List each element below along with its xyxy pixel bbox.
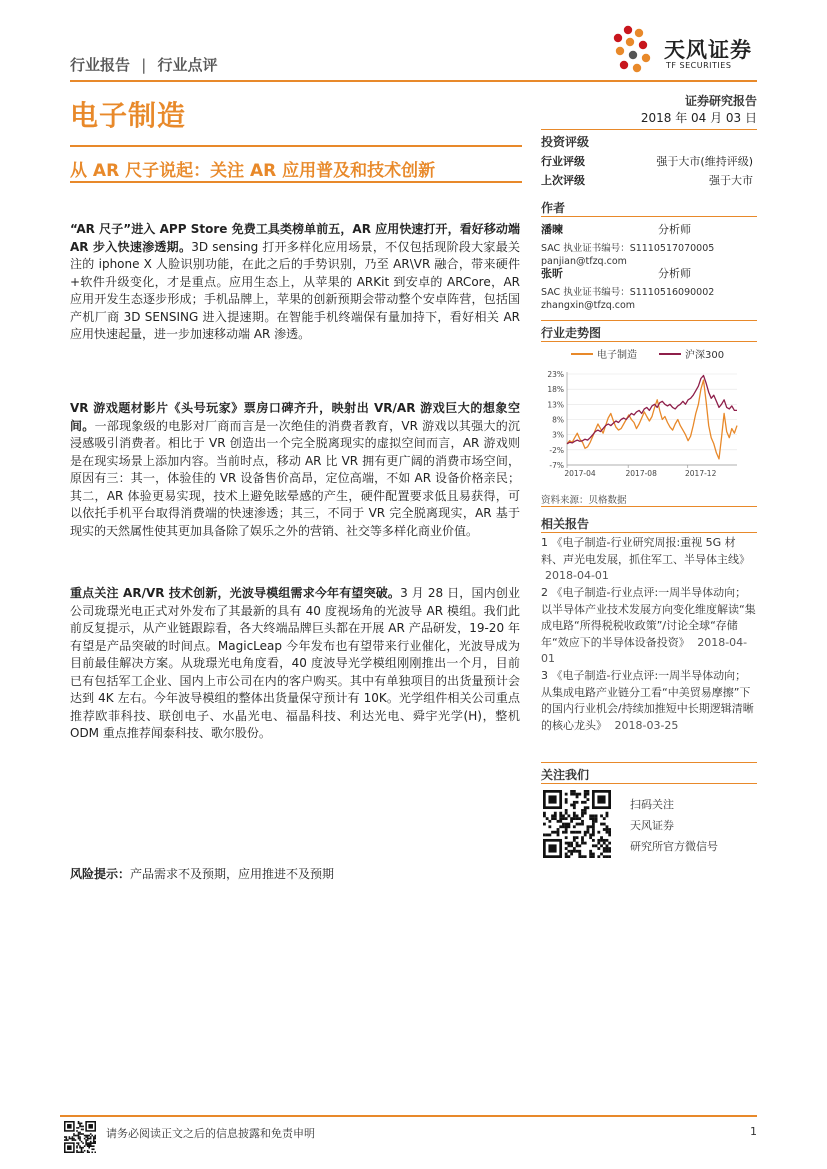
author-name: 潘暕 xyxy=(541,223,563,236)
follow-line: 扫码关注 xyxy=(630,798,674,811)
x-tick-label: 2017-08 xyxy=(625,469,657,478)
footer-rule xyxy=(60,1115,757,1117)
y-tick-label: 13% xyxy=(547,400,564,410)
rating-row xyxy=(541,172,753,188)
related-report-title: 1 《电子制造-行业研究周报:重视 5G 材料、声光电发展，抓住军工、半导体主线》 xyxy=(541,536,750,566)
y-tick-label: 8% xyxy=(552,415,564,425)
related-report-date: 2018-04-01 xyxy=(545,569,609,582)
rating-rule xyxy=(541,129,757,130)
paragraph-lead: “AR 尺子”进入 APP Store 免费工具类榜单前五，AR 应用快速打开，看好移动端 AR 步入快速渗透期。 xyxy=(70,222,520,254)
authors-rule xyxy=(541,216,757,217)
author-email[interactable]: zhangxin@tfzq.com xyxy=(541,300,636,311)
author-block xyxy=(541,221,757,267)
logo-mark-icon xyxy=(610,24,660,76)
related-report-date: 2018-03-25 xyxy=(614,718,679,732)
legend-label: 电子制造 xyxy=(597,350,637,361)
follow-rule-top xyxy=(541,762,757,763)
report-category xyxy=(70,54,218,75)
brand-logo xyxy=(610,24,760,78)
related-report-item[interactable] xyxy=(541,668,757,734)
paragraph-text: 3D sensing 打开多样化应用场景，不仅包括现阶段大家最关注的 iphone X 人脸识别功能，在此之后的手势识别，乃至 AR\VR 融合，带来硬件+软件升级变化，才是重点。应用生态上，从苹果的 ARKit 到安卓的 ARCore，AR 应用开发生态逐步形成；手机品牌上，苹果的创新预期会带动整个安卓阵营，包括国产机厂商 3D SENSING 进入提速期。在智能手机终端保有量加持下，看好相关 AR 应用快速起量，进一步加速移动端 AR 渗透。 xyxy=(70,239,520,341)
related-report-title: 2 《电子制造-行业点评:一周半导体动向；以半导体产业技术发展方向变化维度解读“集成电路“所得税税收政策”/讨论全球“存储年“效应下的半导体设备投资》 xyxy=(541,586,756,649)
rating-row xyxy=(541,153,753,169)
chart-source-rule xyxy=(541,506,757,507)
category-separator: | xyxy=(141,56,147,74)
x-tick-label: 2017-12 xyxy=(685,469,717,478)
author-email[interactable]: panjian@tfzq.com xyxy=(541,256,627,267)
rating-label: 行业评级 xyxy=(541,155,585,168)
rating-value: 强于大市(维持评级) xyxy=(656,155,753,168)
related-report-item[interactable] xyxy=(541,585,757,668)
y-tick-label: 3% xyxy=(552,430,564,440)
risk-label: 风险提示： xyxy=(70,867,131,881)
author-cert: SAC 执业证书编号：S1110517070005 xyxy=(541,243,715,254)
body-paragraph xyxy=(70,400,520,540)
page-number: 1 xyxy=(750,1125,757,1138)
related-rule xyxy=(541,532,757,533)
chart-heading: 行业走势图 xyxy=(541,326,602,340)
qr-code-icon xyxy=(543,790,611,858)
risk-text: 产品需求不及预期，应用推进不及预期 xyxy=(130,867,335,881)
follow-text xyxy=(630,794,718,857)
related-report-title: 3 《电子制造-行业点评:一周半导体动向；从集成电路产业链分工看“中美贸易摩擦”下的国内行业机会/持续加推短中长期逻辑清晰的核心龙头》 xyxy=(541,669,754,732)
follow-rule xyxy=(541,783,757,784)
author-block xyxy=(541,265,757,311)
paragraph-text: 一部现象级的电影对厂商而言是一次绝佳的消费者教育，VR 游戏以其强大的沉浸感吸引消费者。相比于 VR 创造出一个完全脱离现实的虚拟空间而言，AR 游戏则是在现实场景上添加内容。当前时点，移动 AR 比 VR 拥有更广阔的消费市场空间，原因有三：其一，体验佳的 VR 设备售价高昂，定位高端，不如 AR 设备价格亲民；其二，AR 体验更易实现，技术上避免眩晕感的产生，硬件配置要求低且易获得，可以依托手机平台取得消费端的快速渗透；其三，不同于 VR 完全脱离现实，AR 基于现实的天然属性使其更加具备除了娱乐之外的营销、社交等多样化商业价值。 xyxy=(70,418,520,538)
title-rule-top xyxy=(70,145,522,147)
chart-rule xyxy=(541,341,757,342)
follow-heading: 关注我们 xyxy=(541,768,590,782)
author-cert: SAC 执业证书编号：S1110516090002 xyxy=(541,287,715,298)
y-tick-label: 18% xyxy=(547,385,564,395)
related-heading: 相关报告 xyxy=(541,517,590,531)
author-role: 分析师 xyxy=(658,267,691,280)
authors-heading: 作者 xyxy=(541,201,566,215)
y-tick-label: -2% xyxy=(549,445,564,455)
body-paragraph xyxy=(70,585,520,743)
chart-rule-top xyxy=(541,320,757,321)
rating-label: 上次评级 xyxy=(541,174,585,187)
rating-heading: 投资评级 xyxy=(541,135,590,149)
series-line xyxy=(567,376,737,444)
subcategory-label: 行业点评 xyxy=(157,56,218,74)
y-tick-label: -7% xyxy=(549,461,564,470)
paragraph-text: 3 月 28 日，国内创业公司珑璟光电正式对外发布了其最新的具有 40 度视场角的光波导 AR 模组。我们此前反复提示，从产业链跟踪看，各大终端品牌巨头都在开展 AR 产品研发，19-20 年有望是产品突破的时间点。MagicLeap 今年发布也有望带来行业催化，光波导成为目前最佳解决方案。从珑璟光电角度看，40 度波导光学模组刚刚推出一个月，目前已有包括军工企业、国内上市公司在内的客户购买。其中有单独项目的出货量预计会达到 4K 左右。今年波导模组的整体出货量保守预计有 10K。光学组件相关公司重点推荐欧菲科技、联创电子、水晶光电、福晶科技、利达光电、舜宇光学(H)，整机 ODM 重点推荐闻泰科技、歌尔股份。 xyxy=(70,586,520,740)
body-paragraph xyxy=(70,221,520,344)
report-type: 证券研究报告 xyxy=(684,94,757,108)
author-role: 分析师 xyxy=(658,223,691,236)
footer-disclaimer: 请务必阅读正文之后的信息披露和免责申明 xyxy=(106,1127,315,1140)
header-rule xyxy=(70,80,757,82)
y-tick-label: 23% xyxy=(547,370,564,379)
risk-note xyxy=(70,866,520,884)
category-label: 行业报告 xyxy=(70,56,131,74)
paragraph-lead: VR 游戏题材影片《头号玩家》票房口碑齐升，映射出 VR/AR 游戏巨大的想象空间。 xyxy=(70,401,520,433)
logo-text-cn: 天风证券 xyxy=(664,38,752,62)
author-name: 张昕 xyxy=(541,267,563,280)
follow-line: 研究所官方微信号 xyxy=(630,840,718,853)
related-report-item[interactable] xyxy=(541,535,757,585)
trend-chart xyxy=(541,344,757,482)
rating-value: 强于大市 xyxy=(709,174,753,187)
x-tick-label: 2017-04 xyxy=(564,469,596,478)
footer-qr-icon xyxy=(64,1121,96,1153)
legend-label: 沪深300 xyxy=(685,350,725,361)
headline: 从 AR 尺子说起：关注 AR 应用普及和技术创新 xyxy=(70,161,436,181)
sector-title: 电子制造 xyxy=(70,99,187,132)
chart-source: 资料来源：贝格数据 xyxy=(541,495,627,506)
logo-text-en: TF SECURITIES xyxy=(666,61,732,70)
follow-line: 天风证券 xyxy=(630,819,674,832)
report-date: 2018 年 04 月 03 日 xyxy=(640,111,757,125)
related-report-date: 2018-04-01 xyxy=(541,635,748,665)
paragraph-lead: 重点关注 AR/VR 技术创新，光波导模组需求今年有望突破。 xyxy=(70,586,401,600)
title-rule-bottom xyxy=(70,181,522,183)
